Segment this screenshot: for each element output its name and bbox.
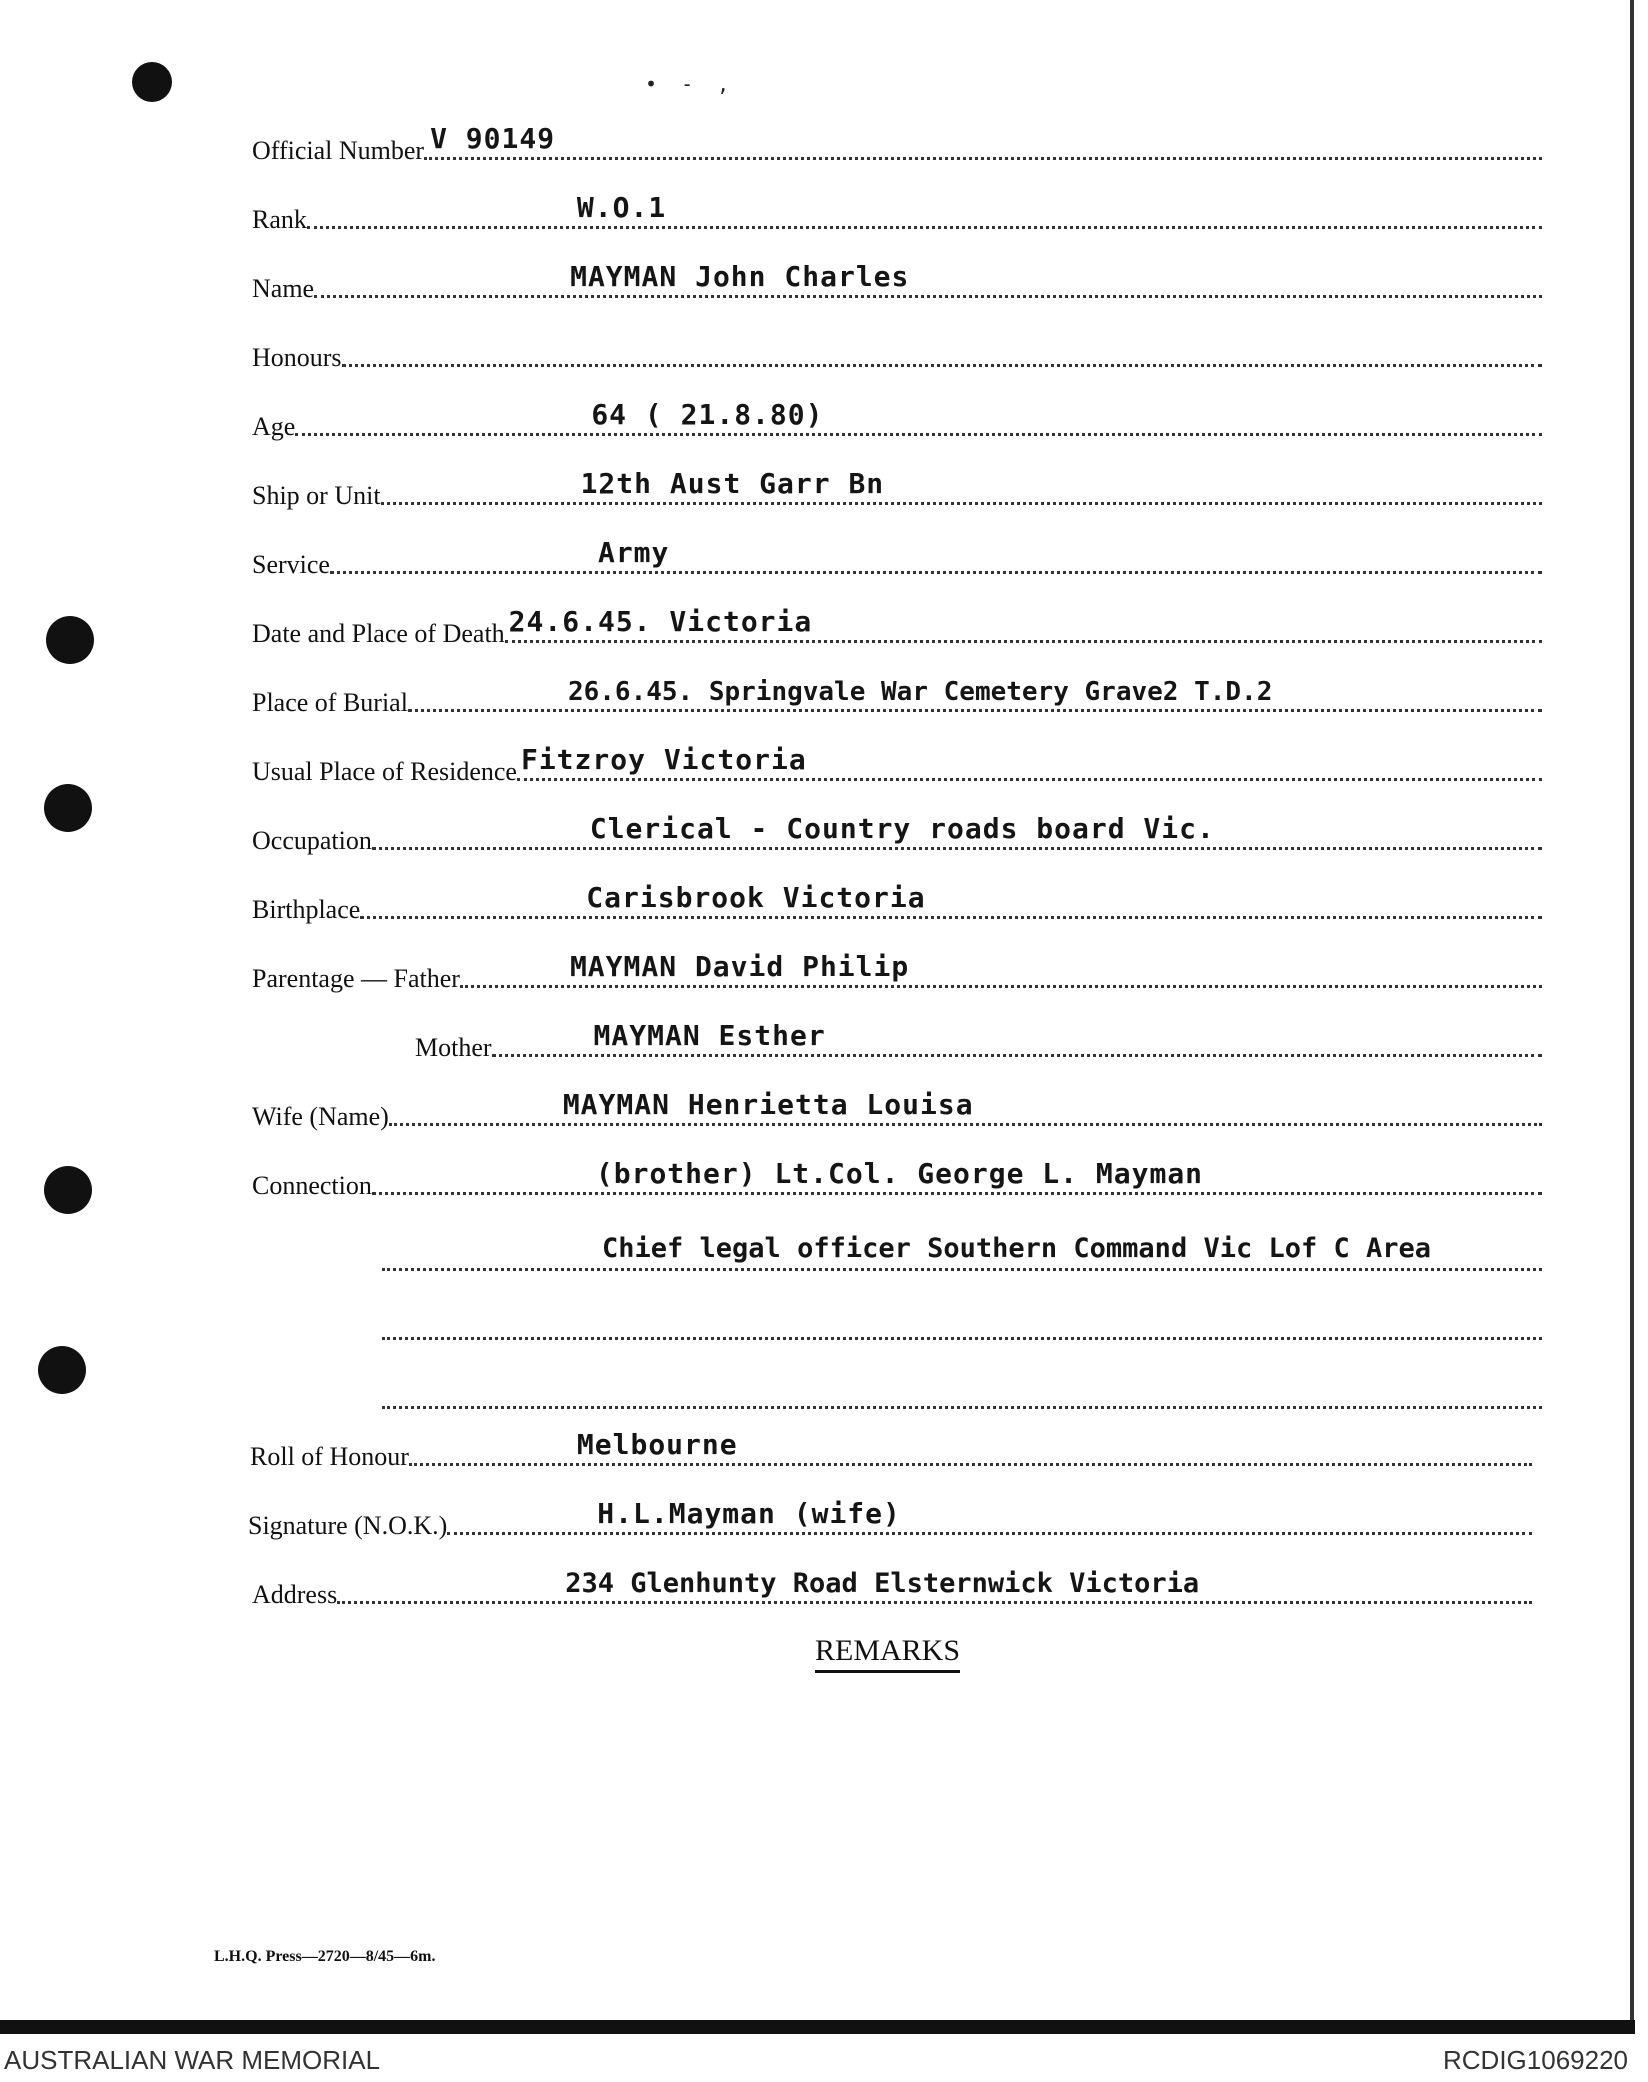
field-value: Melbourne	[576, 1428, 738, 1461]
field-label: Official Number	[252, 136, 425, 165]
field-address	[252, 1568, 1532, 1610]
field-label: Signature (N.O.K.)	[248, 1511, 448, 1540]
field-label: Address	[252, 1580, 338, 1609]
field-ship-or-unit	[252, 467, 1542, 511]
field-connection	[252, 1157, 1542, 1201]
punch-hole	[46, 616, 94, 664]
field-label: Birthplace	[252, 895, 361, 924]
field-label: Service	[252, 550, 330, 579]
punch-hole	[44, 1166, 92, 1214]
field-label: Wife (Name)	[252, 1102, 389, 1131]
field-label: Rank	[252, 205, 307, 234]
field-value: 26.6.45. Springvale War Cemetery Grave2 T.D.2	[567, 677, 1273, 707]
field-birthplace	[252, 881, 1542, 925]
field-mother	[415, 1019, 1542, 1063]
field-usual-residence	[252, 743, 1542, 787]
field-value: Carisbrook Victoria	[586, 881, 926, 914]
field-place-of-burial	[252, 677, 1542, 718]
punch-hole	[132, 62, 172, 102]
connection-line	[382, 1232, 1542, 1271]
field-value: 234 Glenhunty Road Elsternwick Victoria	[565, 1568, 1200, 1599]
field-age	[252, 398, 1542, 442]
field-label: Place of Burial	[252, 688, 408, 717]
field-value: (brother) Lt.Col. George L. Mayman	[595, 1157, 1204, 1190]
connection-line	[382, 1370, 1542, 1409]
field-label: Honours	[252, 343, 342, 372]
field-label: Age	[252, 412, 296, 441]
field-value: MAYMAN Henrietta Louisa	[562, 1088, 974, 1121]
scan-edge	[0, 2020, 1635, 2034]
field-label: Usual Place of Residence	[252, 757, 517, 786]
field-label: Parentage — Father	[252, 964, 460, 993]
field-label: Date and Place of Death	[252, 619, 505, 648]
field-date-place-of-death	[252, 605, 1542, 649]
field-wife	[252, 1088, 1542, 1132]
field-value: 24.6.45. Victoria	[508, 605, 813, 638]
punch-hole	[44, 784, 92, 832]
remarks-heading: REMARKS	[815, 1634, 960, 1673]
field-value: MAYMAN David Philip	[569, 950, 910, 983]
field-official-number	[252, 122, 1542, 166]
connection-line-value: Chief legal officer Southern Command Vic Lof C Area	[602, 1233, 1432, 1264]
field-value: V 90149	[430, 122, 556, 155]
footer-record-id: RCDIG1069220	[1443, 2045, 1628, 2075]
field-value: Army	[597, 536, 670, 569]
field-label: Mother	[415, 1033, 492, 1062]
field-signature-nok	[248, 1497, 1532, 1541]
field-value: H.L.Mayman (wife)	[597, 1497, 901, 1530]
field-roll-of-honour	[250, 1428, 1532, 1472]
stray-marks: • - ,	[645, 72, 736, 96]
field-service	[252, 536, 1542, 580]
field-value: MAYMAN Esther	[593, 1019, 826, 1052]
field-label: Roll of Honour	[250, 1442, 409, 1471]
field-value: Fitzroy Victoria	[520, 743, 807, 776]
field-name	[252, 260, 1542, 304]
field-rank	[252, 191, 1542, 235]
field-father	[252, 950, 1542, 994]
connection-line	[382, 1301, 1542, 1340]
scan-edge	[1630, 0, 1634, 2030]
field-honours	[252, 337, 1542, 373]
field-value: 12th Aust Garr Bn	[580, 467, 885, 500]
field-label: Ship or Unit	[252, 481, 381, 510]
punch-hole	[38, 1346, 86, 1394]
field-occupation	[252, 812, 1542, 856]
footer-archive-name: AUSTRALIAN WAR MEMORIAL	[4, 2045, 381, 2075]
field-label: Connection	[252, 1171, 372, 1200]
field-value: 64 ( 21.8.80)	[591, 398, 824, 431]
field-value: W.O.1	[576, 191, 667, 224]
field-label: Name	[252, 274, 315, 303]
field-value: Clerical - Country roads board Vic.	[589, 812, 1215, 845]
printer-imprint: L.H.Q. Press—2720—8/45—6m.	[214, 1948, 436, 1965]
field-value: MAYMAN John Charles	[570, 260, 910, 293]
field-label: Occupation	[252, 826, 372, 855]
